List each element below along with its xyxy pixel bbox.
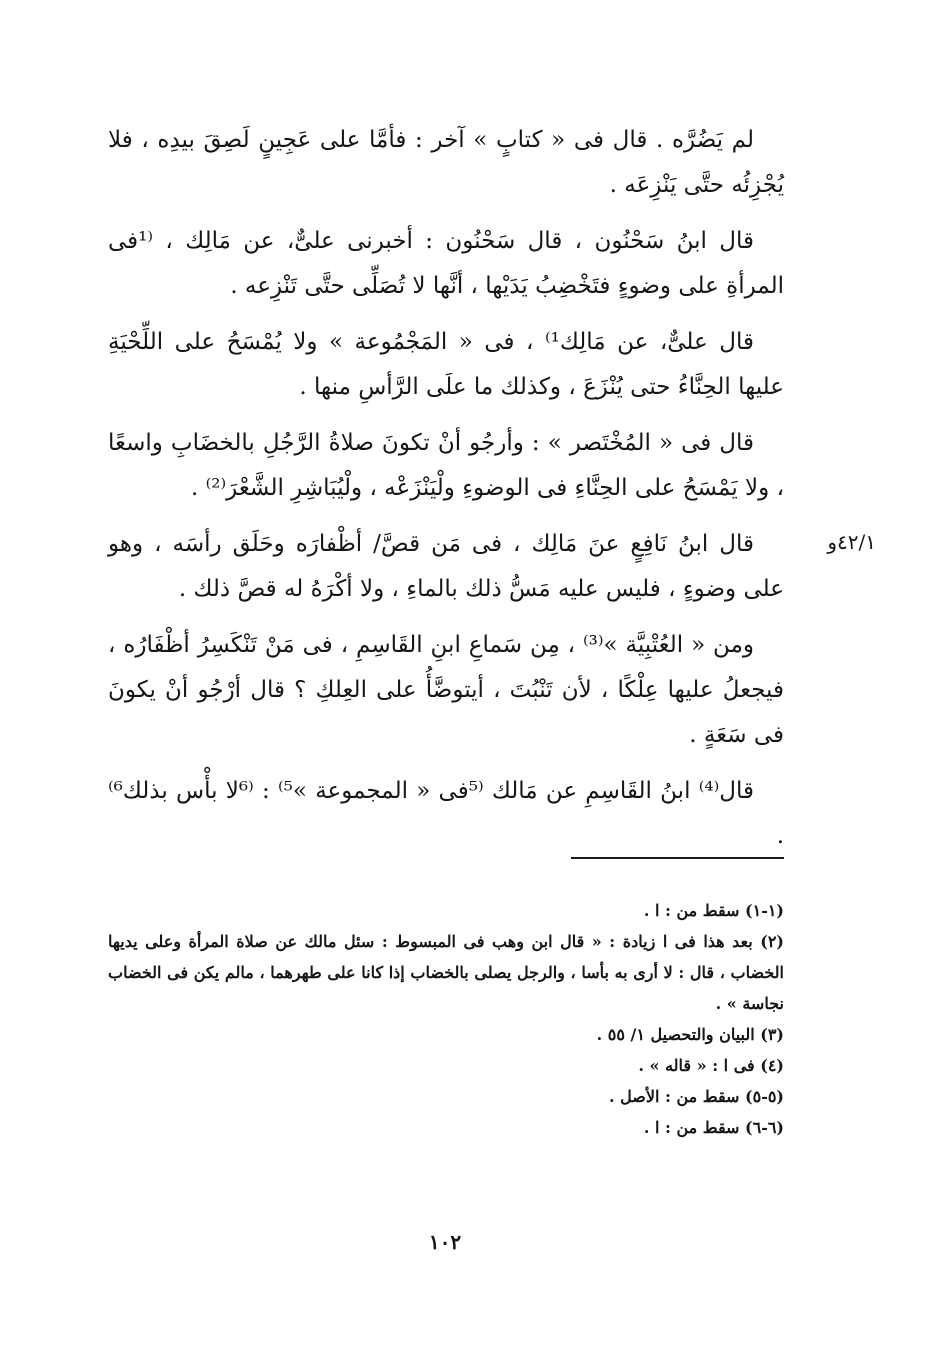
paragraph-6: ومن « العُتْبِيَّة »⁽³⁾ ، مِن سَماعِ ابنِ القَاسِمِ ، فى مَنْ تَنْكَسِرُ أظْفَارُه ، فيجعلُ عليها عِلْكًا ، لأن تَنْبُتَ ، أيتوضَّأُ على العِلكِ ؟ قال أرْجُو أنْ يكونَ فى سَعَةٍ .	[108, 632, 784, 748]
footnotes	[108, 895, 784, 1143]
footnote-5: (٥-٥) سقط من : الأصل .	[608, 1087, 784, 1106]
paragraph-7: قال⁽⁴⁾ ابنُ القَاسِمِ عن مَالك ⁽⁵فى « المجموعة »⁵⁾ : ⁽⁶لا بأْس بذلك⁶⁾ .	[108, 778, 784, 849]
main-text	[108, 118, 784, 870]
page-number: ١٠٢	[428, 1230, 462, 1254]
footnote-divider	[571, 857, 784, 859]
manuscript-folio-note: ٤٢/١و	[827, 530, 876, 554]
footnote-4: (٤) فى ا : « قاله » .	[638, 1056, 784, 1075]
paragraph-1: لم يَضُرَّه . قال فى « كتابٍ » آخر : فأمَّا على عَجِينٍ لَصِقَ بيدِه ، فلا يُجْزِئُه حتَّى يَنْزِعَه .	[108, 127, 784, 198]
footnote-3: (٣) البيان والتحصيل ١/ ٥٥ .	[596, 1025, 784, 1044]
footnote-1: (١-١) سقط من : ا .	[643, 901, 784, 920]
footnote-6: (٦-٦) سقط من : ا .	[643, 1118, 784, 1137]
paragraph-2: قال ابنُ سَحْنُون ، قال سَحْنُون : أخبرنى علىٌّ، عن مَالِك ، ⁽¹فى المرأةِ على وضوءٍ فتَخْضِبُ يَدَيْها ، أنَّها لا تُصَلِّى حتَّى تَنْزِعه .	[108, 228, 784, 299]
footnote-2: (٢) بعد هذا فى ا زيادة : « قال ابن وهب فى المبسوط : سئل مالك عن صلاة المرأة وعلى يديها الخضاب ، قال : لا أرى به بأسا ، والرجل يصلى بالخضاب إذا كانا على طهرهما ، مالم يكن فى الخضاب نجاسة » .	[108, 932, 784, 1013]
paragraph-3: قال علىٌّ، عن مَالِك¹⁾ ، فى « المَجْمُوعة » ولا يُمْسَحُ على اللِّحْيَةِ عليها الحِنَّاءُ حتى يُنْزَعَ ، وكذلك ما علَى الرَّأسِ منها .	[108, 329, 784, 400]
paragraph-5: قال ابنُ نَافِعٍ عنَ مَالِك ، فى مَن قصَّ/ أظْفارَه وحَلَق رأسَه ، وهو على وضوءٍ ، فليس عليه مَسُّ ذلك بالماءِ ، ولا أكْرَهُ له قصَّ ذلك .	[108, 531, 784, 602]
paragraph-4: قال فى « المُخْتَصر » : وأرجُو أنْ تكونَ صلاةُ الرَّجُلِ بالخضَابِ واسعًا ، ولا يَمْسَحُ على الحِنَّاءِ فى الوضوءِ ولْيَنْزَعْه ، ولْيُبَاشِرِ الشَّعْرَ⁽²⁾ .	[108, 430, 784, 501]
